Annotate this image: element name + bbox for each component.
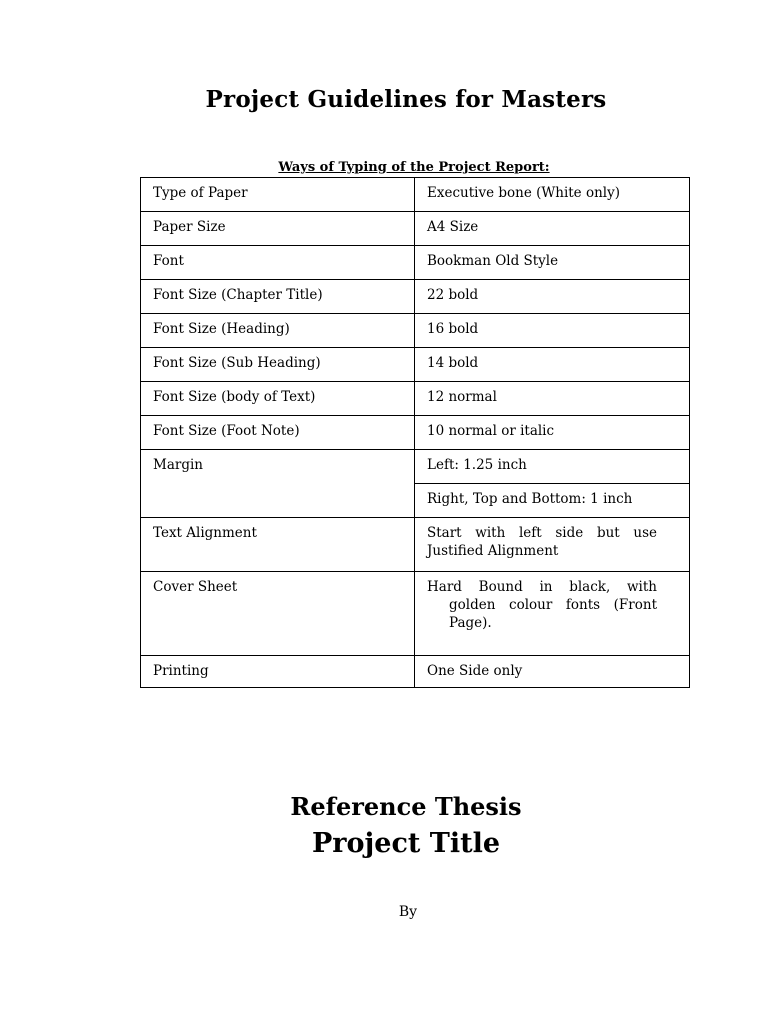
table-row xyxy=(141,280,690,314)
row-label: Type of Paper xyxy=(141,178,415,212)
row-label: Font Size (Sub Heading) xyxy=(141,348,415,382)
table-row xyxy=(141,314,690,348)
row-label: Font xyxy=(141,246,415,280)
row-label: Font Size (Chapter Title) xyxy=(141,280,415,314)
row-value: 14 bold xyxy=(415,348,690,382)
row-label: Font Size (Heading) xyxy=(141,314,415,348)
table-row xyxy=(141,450,690,484)
table-row xyxy=(141,212,690,246)
row-label: Font Size (Foot Note) xyxy=(141,416,415,450)
by-text: By xyxy=(398,904,418,920)
row-value: Bookman Old Style xyxy=(415,246,690,280)
table-caption: Ways of Typing of the Project Report: xyxy=(278,160,550,175)
row-value: A4 Size xyxy=(415,212,690,246)
row-value: 12 normal xyxy=(415,382,690,416)
row-label: Cover Sheet xyxy=(141,572,415,656)
row-value: Left: 1.25 inch xyxy=(415,450,690,484)
guidelines-table xyxy=(140,177,690,688)
row-value-secondary: Right, Top and Bottom: 1 inch xyxy=(415,484,690,518)
row-value: Start with left side but use Justified Alignment xyxy=(415,518,690,572)
row-value: Hard Bound in black, with golden colour fonts (Front Page). xyxy=(427,579,657,631)
table-row xyxy=(141,246,690,280)
table-row xyxy=(141,348,690,382)
row-value: One Side only xyxy=(415,656,690,688)
row-label: Font Size (body of Text) xyxy=(141,382,415,416)
row-value-cell xyxy=(415,572,690,656)
reference-title: Reference Thesis xyxy=(290,792,522,821)
row-value: 16 bold xyxy=(415,314,690,348)
table-row xyxy=(141,416,690,450)
row-value: 22 bold xyxy=(415,280,690,314)
row-label: Paper Size xyxy=(141,212,415,246)
page-title: Project Guidelines for Masters xyxy=(205,86,607,113)
row-label: Margin xyxy=(141,450,415,518)
row-label: Text Alignment xyxy=(141,518,415,572)
row-label: Printing xyxy=(141,656,415,688)
table-row xyxy=(141,572,690,656)
table-row xyxy=(141,656,690,688)
row-value: Executive bone (White only) xyxy=(415,178,690,212)
table-row xyxy=(141,178,690,212)
table-row xyxy=(141,518,690,572)
row-value: 10 normal or italic xyxy=(415,416,690,450)
table-row xyxy=(141,382,690,416)
project-title: Project Title xyxy=(311,828,501,859)
